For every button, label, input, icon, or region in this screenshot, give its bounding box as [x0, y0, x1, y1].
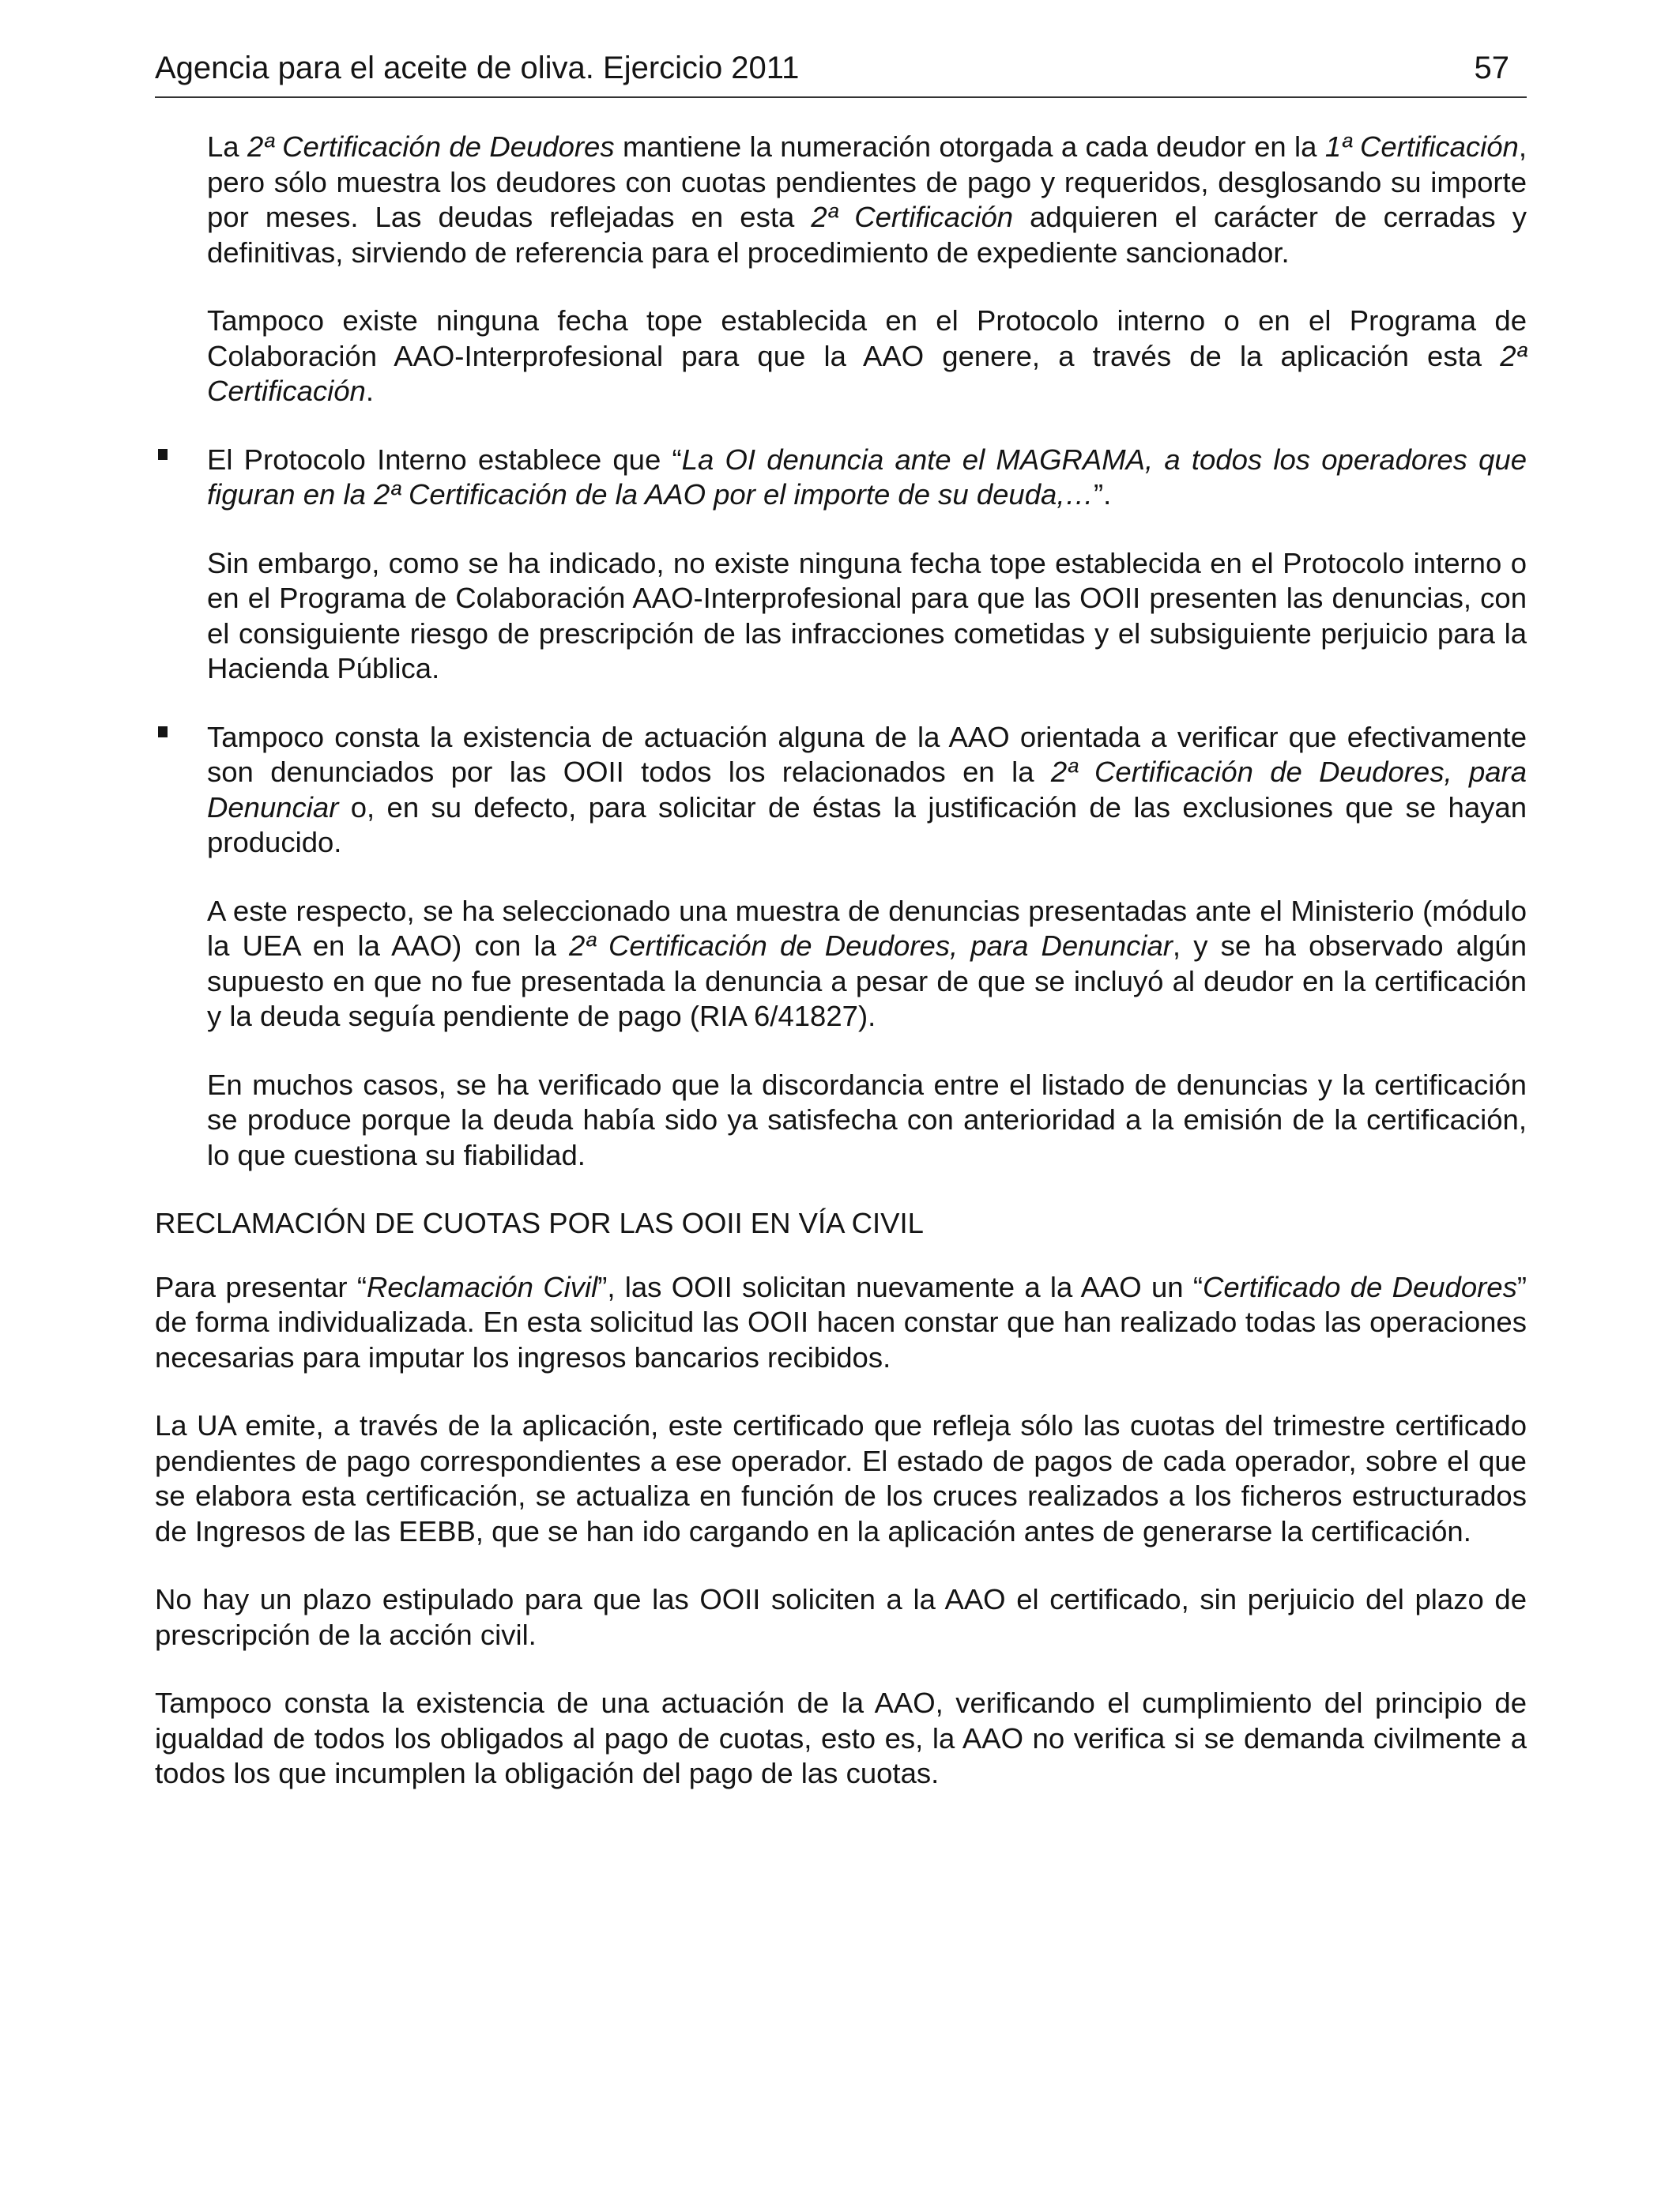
- header-title: Agencia para el aceite de oliva. Ejercicio 2011: [155, 51, 800, 85]
- paragraph-verification: [207, 720, 1527, 861]
- bullet-item-verification: [155, 720, 1527, 861]
- text-run: adquieren el carácter de cerradas y definitivas, sirviendo de referencia para el procedimiento de expediente sancionador.: [207, 201, 1527, 269]
- italic-run: 2ª Certificación de Deudores, para Denunciar: [569, 929, 1173, 962]
- italic-run: 1ª Certificación: [1324, 130, 1519, 163]
- paragraph-sample: [207, 894, 1527, 1035]
- paragraph-ua-certificate: La UA emite, a través de la aplicación, este certificado que refleja sólo las cuotas del trimestre certificado pendientes de pago correspondientes a ese operador. El estado de pagos de cada operador, sobre el que se elabora esta certificación, se actualiza en función de los cruces realizados a los ficheros estructurados de Ingresos de las EEBB, que se han ido cargando en la aplicación antes de generarse la certificación.: [155, 1409, 1527, 1547]
- document-body: [155, 130, 1527, 1825]
- section-heading: RECLAMACIÓN DE CUOTAS POR LAS OOII EN VÍA CIVIL: [155, 1207, 924, 1239]
- paragraph-no-deadline: [207, 303, 1527, 409]
- italic-run: Certificado de Deudores: [1202, 1270, 1517, 1303]
- page-header: [155, 46, 1527, 98]
- italic-run: 2ª Certificación de Deudores, para Denunciar: [207, 756, 1527, 824]
- text-run: El Protocolo Interno establece que “: [207, 443, 682, 476]
- italic-run: 2ª Certificación de Deudores: [247, 130, 615, 163]
- paragraph-equality: Tampoco consta la existencia de una actuación de la AAO, verificando el cumplimiento del principio de igualdad de todos los obligados al pago de cuotas, esto es, la AAO no verifica si se demanda civilmente a todos los que incumplen la obligación del pago de las cuotas.: [155, 1687, 1527, 1789]
- italic-run: Reclamación Civil: [367, 1270, 598, 1303]
- text-run: A este respecto, se ha seleccionado una muestra de denuncias presentadas ante el Ministerio (módulo la UEA en la AAO) con la: [207, 894, 1527, 962]
- text-run: .: [365, 375, 374, 407]
- paragraph-civil-claim: [155, 1270, 1527, 1376]
- text-run: Para presentar “: [155, 1270, 367, 1303]
- italic-run: La OI denuncia ante el MAGRAMA, a todos los operadores que figuran en la 2ª Certificación de la AAO por el importe de su deuda,…: [207, 443, 1527, 511]
- text-run: Tampoco consta la existencia de actuación alguna de la AAO orientada a verificar que efectivamente son denunciados por las OOII todos los relacionados en la: [207, 720, 1527, 788]
- text-run: ”.: [1093, 478, 1112, 511]
- square-bullet-icon: [158, 726, 168, 737]
- text-run: ”, las OOII solicitan nuevamente a la AAO un “: [597, 1270, 1203, 1303]
- text-run: mantiene la numeración otorgada a cada deudor en la: [614, 130, 1325, 163]
- paragraph-no-term: No hay un plazo estipulado para que las OOII soliciten a la AAO el certificado, sin perjuicio del plazo de prescripción de la acción civil.: [155, 1583, 1527, 1651]
- text-run: , y se ha observado algún supuesto en que no fue presentada la denuncia a pesar de que se incluyó al deudor en la certificación y la deuda seguía pendiente de pago (RIA 6/41827).: [207, 929, 1527, 1032]
- paragraph-protocol: [207, 443, 1527, 513]
- text-run: Tampoco existe ninguna fecha tope establecida en el Protocolo interno o en el Programa de Colaboración AAO-Interprofesional para que la AAO genere, a través de la aplicación esta: [207, 304, 1527, 372]
- text-run: , pero sólo muestra los deudores con cuotas pendientes de pago y requeridos, desglosando su importe por meses. Las deudas reflejadas en esta: [207, 130, 1527, 233]
- paragraph-discordance: En muchos casos, se ha verificado que la discordancia entre el listado de denuncias y la certificación se produce porque la deuda había sido ya satisfecha con anterioridad a la emisión de la certificación, lo que cuestiona su fiabilidad.: [207, 1068, 1527, 1171]
- text-run: La: [207, 130, 247, 163]
- text-run: ” de forma individualizada. En esta solicitud las OOII hacen constar que han realizado todas las operaciones necesarias para imputar los ingresos bancarios recibidos.: [155, 1270, 1527, 1374]
- text-run: o, en su defecto, para solicitar de éstas la justificación de las exclusiones que se hayan producido.: [207, 790, 1527, 858]
- paragraph-prescription-risk: Sin embargo, como se ha indicado, no existe ninguna fecha tope establecida en el Protocolo interno o en el Programa de Colaboración AAO-Interprofesional para que las OOII presenten las denuncias, con el consiguiente riesgo de prescripción de las infracciones cometidas y el subsiguiente perjuicio para la Hacienda Pública.: [207, 546, 1527, 684]
- paragraph-second-certification: [207, 130, 1527, 270]
- italic-run: 2ª Certificación: [207, 339, 1527, 407]
- page-number: 57: [1474, 51, 1509, 85]
- italic-run: 2ª Certificación: [811, 201, 1014, 233]
- square-bullet-icon: [158, 449, 168, 460]
- bullet-item-protocol: [155, 443, 1527, 513]
